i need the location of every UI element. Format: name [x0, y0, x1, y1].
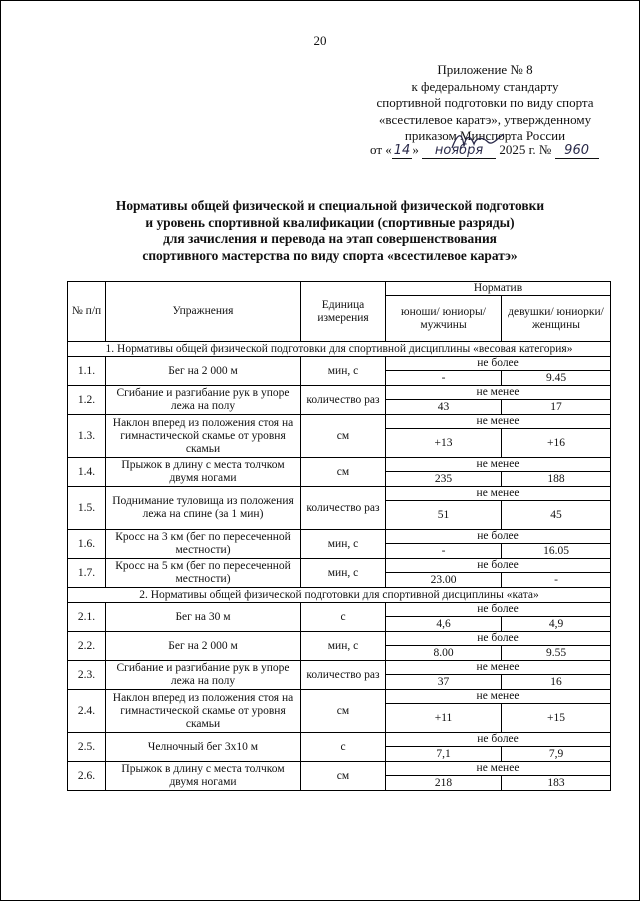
- row-male-value: 235: [386, 472, 502, 487]
- title-line: для зачисления и перевода на этап совершенствования: [163, 231, 497, 246]
- row-male-value: +13: [386, 429, 502, 458]
- row-female-value: 17: [502, 400, 611, 415]
- row-exercise: Бег на 2 000 м: [106, 632, 301, 661]
- row-num: 2.3.: [68, 661, 106, 690]
- appendix-line: к федеральному стандарту: [411, 78, 559, 94]
- row-male-value: 43: [386, 400, 502, 415]
- row-condition: не более: [386, 632, 611, 646]
- appendix-line: «всестилевое каратэ», утвержденному: [378, 111, 592, 127]
- row-male-value: 4,6: [386, 617, 502, 632]
- section-title: 1. Нормативы общей физической подготовки для спортивной дисциплины «весовая категория»: [68, 342, 611, 357]
- row-male-value: -: [386, 371, 502, 386]
- appendix-line: приказом Минспорта России: [404, 128, 566, 143]
- row-num: 1.1.: [68, 357, 106, 386]
- norms-table: [67, 281, 611, 791]
- row-num: 2.2.: [68, 632, 106, 661]
- handwritten-day: 14: [393, 143, 411, 158]
- row-female-value: +16: [502, 429, 611, 458]
- row-unit: см: [301, 690, 386, 733]
- row-male-value: 8.00: [386, 646, 502, 661]
- row-num: 1.4.: [68, 458, 106, 487]
- title-line: Нормативы общей физической и специальной физической подготовки: [115, 198, 545, 213]
- row-condition: не менее: [386, 487, 611, 501]
- row-male-value: 23.00: [386, 573, 502, 588]
- row-unit: мин, с: [301, 530, 386, 559]
- row-female-value: 16: [502, 675, 611, 690]
- header-unit: Единица измерения: [301, 282, 386, 342]
- row-unit: мин, с: [301, 357, 386, 386]
- row-condition: не более: [386, 530, 611, 544]
- row-male-value: 218: [386, 776, 502, 791]
- row-exercise: Прыжок в длину с места толчком двумя ногами: [106, 458, 301, 487]
- row-male-value: 7,1: [386, 747, 502, 762]
- row-exercise: Сгибание и разгибание рук в упоре лежа на полу: [106, 661, 301, 690]
- row-male-value: 51: [386, 501, 502, 530]
- page-number: 20: [313, 33, 327, 48]
- table-row: [68, 386, 611, 400]
- sign-mid: »: [412, 142, 419, 157]
- header-exercise: Упражнения: [106, 282, 301, 342]
- row-exercise: Поднимание туловища из положения лежа на спине (за 1 мин): [106, 487, 301, 530]
- row-female-value: 9.55: [502, 646, 611, 661]
- row-unit: мин, с: [301, 559, 386, 588]
- row-exercise: Прыжок в длину с места толчком двумя ногами: [106, 762, 301, 791]
- table-row: [68, 415, 611, 429]
- table-row: [68, 530, 611, 544]
- section-row: [68, 588, 611, 603]
- row-female-value: 16.05: [502, 544, 611, 559]
- row-num: 2.4.: [68, 690, 106, 733]
- row-num: 1.2.: [68, 386, 106, 415]
- row-unit: мин, с: [301, 632, 386, 661]
- row-num: 2.5.: [68, 733, 106, 762]
- table-row: [68, 559, 611, 573]
- row-female-value: 4,9: [502, 617, 611, 632]
- row-condition: не более: [386, 603, 611, 617]
- document-title: [40, 198, 620, 264]
- header-female: девушки/ юниорки/ женщины: [502, 296, 611, 342]
- table-row: [68, 632, 611, 646]
- table-row: [68, 690, 611, 704]
- row-male-value: -: [386, 544, 502, 559]
- row-female-value: -: [502, 573, 611, 588]
- row-female-value: 188: [502, 472, 611, 487]
- row-exercise: Наклон вперед из положения стоя на гимнастической скамье от уровня скамьи: [106, 690, 301, 733]
- row-num: 1.7.: [68, 559, 106, 588]
- row-num: 1.3.: [68, 415, 106, 458]
- table-row: [68, 357, 611, 371]
- appendix-line: Приложение № 8: [437, 62, 533, 77]
- row-unit: см: [301, 762, 386, 791]
- table-row: [68, 733, 611, 747]
- row-unit: количество раз: [301, 386, 386, 415]
- header-norm: Норматив: [386, 282, 611, 296]
- appendix-line: спортивной подготовки по виду спорта: [376, 95, 594, 110]
- row-num: 1.5.: [68, 487, 106, 530]
- row-condition: не менее: [386, 386, 611, 400]
- row-condition: не менее: [386, 458, 611, 472]
- handwritten-month: ноября: [422, 143, 496, 159]
- order-sign-line: [370, 142, 630, 159]
- handwritten-number: 960: [555, 143, 599, 159]
- section-row: [68, 342, 611, 357]
- sign-prefix: от «: [370, 142, 392, 157]
- row-condition: не менее: [386, 661, 611, 675]
- row-num: 2.1.: [68, 603, 106, 632]
- row-male-value: +11: [386, 704, 502, 733]
- table-row: [68, 762, 611, 776]
- row-female-value: 9.45: [502, 371, 611, 386]
- row-num: 2.6.: [68, 762, 106, 791]
- section-title: 2. Нормативы общей физической подготовки для спортивной дисциплины «ката»: [68, 588, 611, 603]
- row-female-value: 183: [502, 776, 611, 791]
- row-condition: не менее: [386, 762, 611, 776]
- row-condition: не более: [386, 357, 611, 371]
- table-row: [68, 487, 611, 501]
- row-unit: см: [301, 458, 386, 487]
- header-num: № п/п: [68, 282, 106, 342]
- row-exercise: Кросс на 3 км (бег по пересеченной местности): [106, 530, 301, 559]
- row-female-value: +15: [502, 704, 611, 733]
- row-condition: не менее: [386, 415, 611, 429]
- table-row: [68, 458, 611, 472]
- title-line: спортивного мастерства по виду спорта «всестилевое каратэ»: [142, 247, 518, 263]
- row-condition: не более: [386, 559, 611, 573]
- row-exercise: Бег на 30 м: [106, 603, 301, 632]
- header-male: юноши/ юниоры/ мужчины: [386, 296, 502, 342]
- row-exercise: Бег на 2 000 м: [106, 357, 301, 386]
- row-condition: не более: [386, 733, 611, 747]
- row-unit: см: [301, 415, 386, 458]
- sign-year: 2025 г. №: [499, 142, 552, 157]
- row-exercise: Наклон вперед из положения стоя на гимнастической скамье от уровня скамьи: [106, 415, 301, 458]
- row-unit: количество раз: [301, 661, 386, 690]
- row-unit: с: [301, 733, 386, 762]
- table-body: [68, 342, 611, 791]
- title-line: и уровень спортивной квалификации (спортивные разряды): [145, 214, 515, 230]
- row-unit: с: [301, 603, 386, 632]
- row-num: 1.6.: [68, 530, 106, 559]
- row-exercise: Челночный бег 3x10 м: [106, 733, 301, 762]
- table-row: [68, 661, 611, 675]
- row-female-value: 7,9: [502, 747, 611, 762]
- table-row: [68, 603, 611, 617]
- row-exercise: Сгибание и разгибание рук в упоре лежа на полу: [106, 386, 301, 415]
- row-exercise: Кросс на 5 км (бег по пересеченной местности): [106, 559, 301, 588]
- row-unit: количество раз: [301, 487, 386, 530]
- row-female-value: 45: [502, 501, 611, 530]
- row-male-value: 37: [386, 675, 502, 690]
- row-condition: не менее: [386, 690, 611, 704]
